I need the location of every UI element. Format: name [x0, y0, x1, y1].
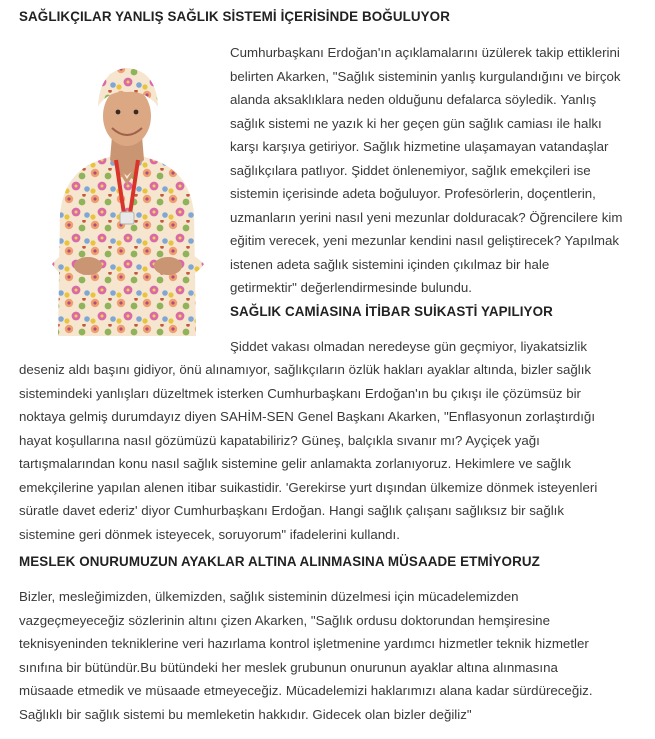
section-1-body: [230, 41, 622, 300]
text-line: Bizler, mesleğimizden, ülkemizden, sağlık sisteminin düzelmesi için mücadelemizden: [19, 589, 519, 604]
section-2-lead: [230, 335, 587, 359]
section-2-body: [19, 358, 597, 546]
text-line: vazgeçmeyeceğiz sözlerinin altını çizen Akarken, "Sağlık ordusu doktorundan hemşiresine: [19, 612, 550, 628]
text-line: karşı karşıya getiriyor. Sağlık hizmetine ulaşamayan vatandaşlar: [230, 139, 609, 154]
text-line: Cumhurbaşkanı Erdoğan'ın açıklamalarını üzülerek takip ettiklerini: [230, 45, 620, 60]
text-line: deseniz aldı başını gidiyor, önü alınamıyor, sağlıkçıların özlük hakları ayaklar altında, bizler sağlık: [19, 362, 592, 377]
text-line: emekçilerine yapılan alenen itibar suikastidir. 'Gerekirse yurt dışından ülkemize dönmek isteyenleri: [19, 479, 598, 495]
text-line: teknisyeninden tekniklerine veri hazırlama kontrol işletmenine yardımcı hizmetler teknik hizmetler: [19, 636, 589, 651]
nurse-photo: [38, 64, 216, 336]
text-line: noktaya gelmiş durumdayız diyen SAHİM-SEN Genel Başkanı Akarken, "Enflasyonun zorlaştırdığı: [19, 409, 596, 424]
section-1-heading: SAĞLIKÇILAR YANLIŞ SAĞLIK SİSTEMİ İÇERİSİNDE BOĞULUYOR: [19, 9, 450, 24]
section-3-heading: MESLEK ONURUMUZUN AYAKLAR ALTINA ALINMASINA MÜSAADE ETMİYORUZ: [19, 554, 540, 569]
text-line: sistemin içerisinde adeta boğuluyor. Profesörlerin, doçentlerin,: [230, 186, 596, 201]
section-3-body: [19, 585, 593, 726]
text-line: sınıfına bir bütündür.Bu bütündeki her meslek grubunun onurunun ayaklar altına alınmasına: [19, 659, 558, 675]
text-line: eğitim verecek, yeni mezunlar kendini nasıl geliştirecek? Yapılmak: [230, 233, 619, 248]
text-line: sistemine geri dönmek isteyecek, soruyorum" ifadelerini kullandı.: [19, 526, 400, 542]
text-line: müsaade etmedik ve müsaade etmeyeceğiz. Mücadelemizi haklarımızı alana kadar sürdüreceğiz.: [19, 683, 593, 698]
text-line: Sağlıklı bir sağlık sistemi bu memleketin hakkıdır. Gidecek olan bizler değiliz": [19, 706, 472, 722]
text-line: belirten Akarken, "Sağlık sisteminin yanlış kurgulandığını ve birçok: [230, 68, 621, 84]
text-line: alanda aksaklıklara neden olduğunu defalarca söyledik. Yanlış: [230, 92, 597, 107]
text-line: sistemindeki yanlışları düzeltmek isterken Cumhurbaşkanı Erdoğan'ın bu çıkışı ile çözümsüz bir: [19, 385, 581, 401]
text-line: getirmektir" değerlendirmesinde bulundu.: [230, 280, 472, 295]
section-2-heading: SAĞLIK CAMİASINA İTİBAR SUİKASTİ YAPILIYOR: [230, 304, 553, 319]
text-line: tartışmalarından konu nasıl sağlık sistemine gelir anlamakta zorlanıyoruz. Hekimlere ve sağlık: [19, 456, 572, 471]
text-line: Şiddet vakası olmadan neredeyse gün geçmiyor, liyakatsizlik: [230, 339, 587, 354]
text-line: sağlıkçılara patlıyor. Şiddet önlenemiyor, sağlık emekçileri ise: [230, 162, 591, 178]
text-line: uzmanların yerini nasıl yeni mezunlar dolduracak? Öğrencilere kim: [230, 209, 623, 225]
text-line: sağlık sistemi ne yazık ki her geçen gün sağlık camiası ile halkı: [230, 115, 602, 131]
text-line: istenen adeta sağlık sistemini içinden çıkılmaz bir hale: [230, 256, 550, 272]
text-line: hayat koşullarına nasıl gözümüzü kapatabiliriz? Güneş, balçıkla sıvanır mı? Ayçiçek yağı: [19, 432, 540, 448]
text-line: süratle davet ederiz' diyor Cumhurbaşkanı Erdoğan. Hangi sağlık çalışanı sağlıksız bir sağlık: [19, 503, 565, 518]
